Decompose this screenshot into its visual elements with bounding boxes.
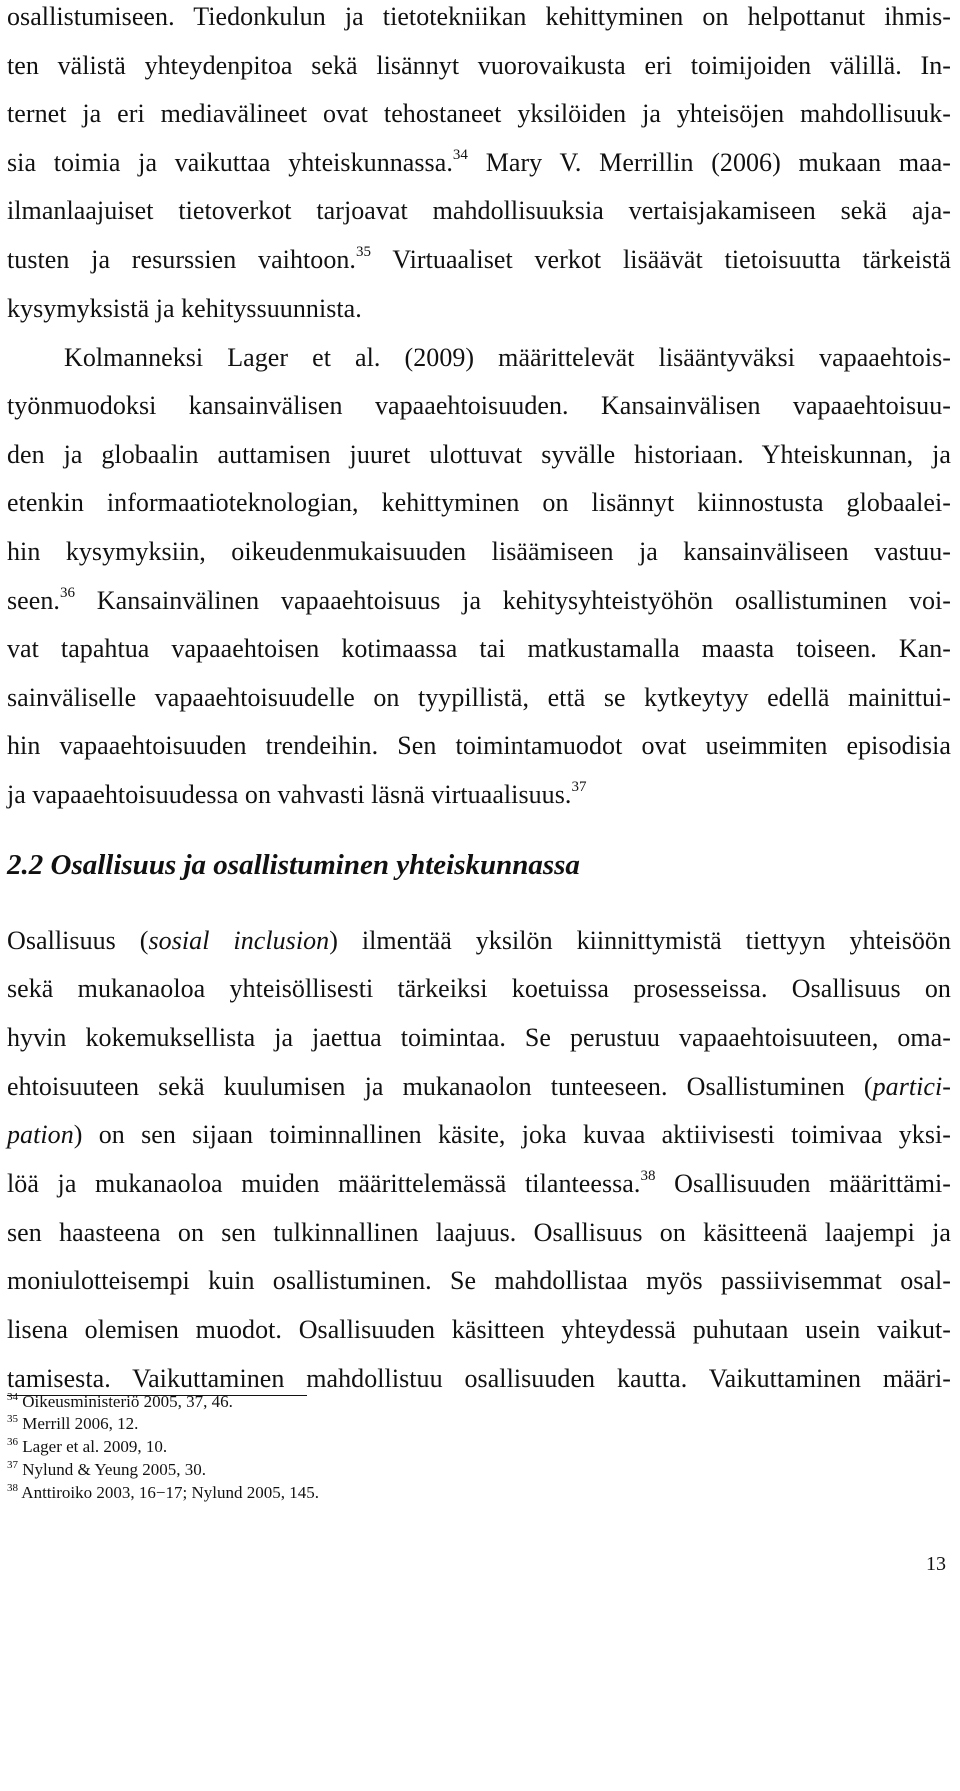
text-line: sia toimia ja vaikuttaa yhteiskunnassa.$^{34}$ Mary V. Merrillin (2006) mukaan maa- <box>7 147 951 177</box>
text-line: lisena olemisen muodot. Osallisuuden käsitteen yhteydessä puhutaan usein vaikut- <box>7 1315 951 1344</box>
text-line: Osallisuus (sosial inclusion) ilmentää yksilön kiinnittymistä tiettyyn yhteisöön <box>7 926 952 955</box>
text-line: ehtoisuuteen sekä kuulumisen ja mukanaolon tunteeseen. Osallistuminen (partici- <box>7 1072 951 1101</box>
text-line: moniulotteisempi kuin osallistuminen. Se mahdollistaa myös passiivisemmat osal- <box>7 1266 951 1295</box>
footnote: $^{35}$ Merrill 2006, 12. <box>7 1413 139 1433</box>
text-line: osallistumiseen. Tiedonkulun ja tietotekniikan kehittyminen on helpottanut ihmis- <box>7 2 951 31</box>
text-line: den ja globaalin auttamisen juuret ulottuvat syvälle historiaan. Yhteiskunnan, ja <box>7 440 951 469</box>
text-line: etenkin informaatioteknologian, kehittyminen on lisännyt kiinnostusta globaalei- <box>7 488 951 517</box>
page-number: 13 <box>926 1553 946 1575</box>
text-line: työnmuodoksi kansainvälisen vapaaehtoisuuden. Kansainvälisen vapaaehtoisuu- <box>7 391 951 420</box>
footnote: $^{37}$ Nylund & Yeung 2005, 30. <box>7 1459 206 1479</box>
text-line: löä ja mukanaoloa muiden määrittelemässä tilanteessa.$^{38}$ Osallisuuden määrittämi- <box>7 1168 952 1198</box>
footnote: $^{34}$ Oikeusministeriö 2005, 37, 46. <box>7 1391 233 1411</box>
footnote-ref: 36 <box>59 585 76 601</box>
text-line: sekä mukanaoloa yhteisöllisesti tärkeiksi koetuissa prosesseissa. Osallisuus on <box>7 974 951 1003</box>
text-line: vat tapahtua vapaaehtoisen kotimaassa tai matkustamalla maasta toiseen. Kan- <box>7 634 951 663</box>
text-line: Kolmanneksi Lager et al. (2009) määrittelevät lisääntyväksi vapaaehtois- <box>64 343 951 372</box>
text-line: seen.$^{36}$ Kansainvälinen vapaaehtoisuus ja kehitysyhteistyöhön osallistuminen voi- <box>7 585 951 615</box>
section-heading: 2.2 Osallisuus ja osallistuminen yhteiskunnassa <box>7 849 580 881</box>
text-line: pation) on sen sijaan toiminnallinen käsite, joka kuvaa aktiivisesti toimivaa yksi- <box>7 1120 951 1149</box>
text-line: hin vapaaehtoisuuden trendeihin. Sen toimintamuodot ovat useimmiten episodisia <box>7 731 951 760</box>
footnote-ref: 38 <box>640 1168 656 1184</box>
text-line: sainväliselle vapaaehtoisuudelle on tyypillistä, että se kytkeytyy edellä mainittui- <box>7 683 951 712</box>
footnote-ref: 34 <box>452 147 468 163</box>
text-line: kysymyksistä ja kehityssuunnista. <box>7 294 362 323</box>
text-line: hyvin kokemuksellista ja jaettua toimintaa. Se perustuu vapaaehtoisuuteen, oma- <box>7 1023 951 1052</box>
footnote: $^{38}$ Anttiroiko 2003, 16−17; Nylund 2005, 145. <box>7 1482 319 1502</box>
text-line: hin kysymyksiin, oikeudenmukaisuuden lisäämiseen ja kansainväliseen vastuu- <box>7 537 951 566</box>
text-line: ten välistä yhteydenpitoa sekä lisännyt vuorovaikusta eri toimijoiden välillä. In- <box>7 51 951 80</box>
text-line: tusten ja resurssien vaihtoon.$^{35}$ Virtuaaliset verkot lisäävät tietoisuutta tärkeistä <box>7 244 951 274</box>
text-line: sen haasteena on sen tulkinnallinen laajuus. Osallisuus on käsitteenä laajempi ja <box>7 1218 951 1247</box>
text-line: tamisesta. Vaikuttaminen mahdollistuu osallisuuden kautta. Vaikuttaminen määri- <box>7 1364 951 1393</box>
text-line: ternet ja eri mediavälineet ovat tehostaneet yksilöiden ja yhteisöjen mahdollisuuk- <box>7 99 951 128</box>
footnote: $^{36}$ Lager et al. 2009, 10. <box>7 1436 168 1456</box>
footnote-ref: 37 <box>571 779 587 795</box>
text-line: ja vapaaehtoisuudessa on vahvasti läsnä virtuaalisuus.$^{37}$ <box>7 779 587 809</box>
footnote-ref: 35 <box>355 244 372 260</box>
text-line: ilmanlaajuiset tietoverkot tarjoavat mahdollisuuksia vertaisjakamiseen sekä aja- <box>7 196 951 225</box>
